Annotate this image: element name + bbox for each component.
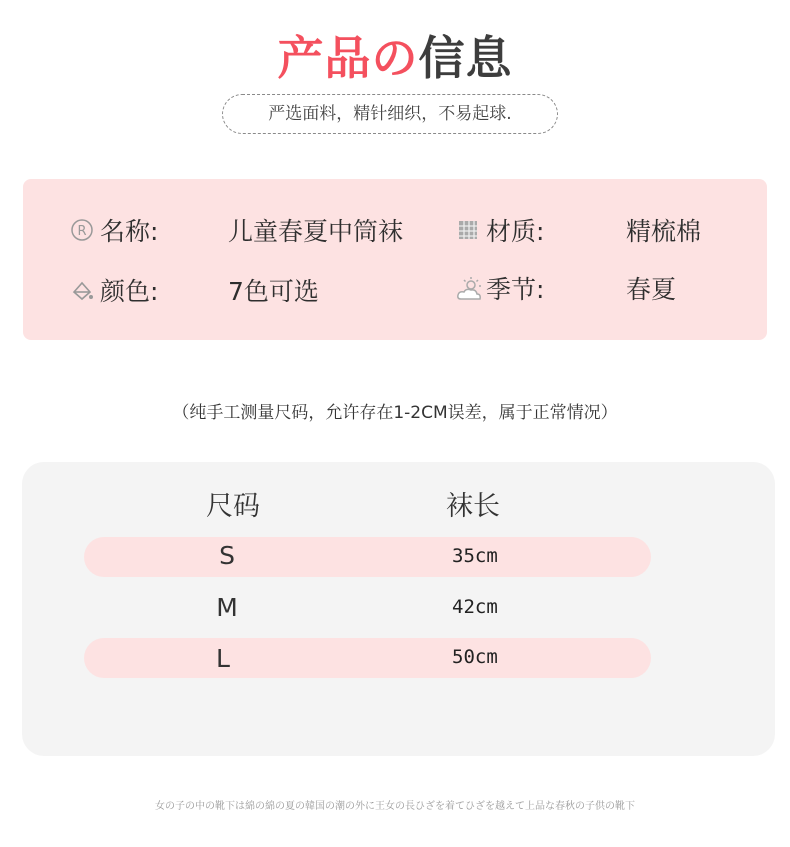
footer-caption: 女の子の中の靴下は綿の綿の夏の韓国の潮の外に王女の長ひざを着てひざを越えて上品な春秋の子供の靴下 xyxy=(155,801,635,812)
title-accent: 产品の xyxy=(277,31,419,85)
table-row-highlight xyxy=(84,537,651,577)
product-info-panel xyxy=(23,179,767,340)
table-cell-length: 50cm xyxy=(452,646,498,668)
info-name-value: 儿童春夏中筒袜 xyxy=(228,217,404,246)
info-color xyxy=(70,272,158,308)
table-cell-length: 35cm xyxy=(452,545,498,567)
fabric-icon xyxy=(456,218,480,242)
info-season-value: 春夏 xyxy=(626,275,677,304)
page-title xyxy=(0,28,790,88)
weather-icon xyxy=(456,276,480,300)
info-material-value: 精梳棉 xyxy=(626,217,702,246)
info-name xyxy=(70,212,158,248)
info-name-label: 名称: xyxy=(100,217,159,246)
size-column-header: 尺码 xyxy=(206,491,260,522)
svg-text:R: R xyxy=(77,224,87,239)
registered-icon xyxy=(70,218,94,242)
title-main: 信息 xyxy=(418,31,513,85)
subtitle-pill: 严选面料，精针细织，不易起球. xyxy=(222,94,558,134)
info-color-value: 7色可选 xyxy=(228,277,319,306)
table-cell-length: 42cm xyxy=(452,596,498,618)
info-season-label: 季节: xyxy=(486,275,545,304)
table-cell-size: L xyxy=(216,644,230,673)
info-season xyxy=(456,270,544,306)
table-cell-size: M xyxy=(216,593,238,622)
table-row-highlight xyxy=(84,638,651,678)
color-drop-icon xyxy=(70,278,94,302)
info-material-label: 材质: xyxy=(486,217,545,246)
measurement-note: （纯手工测量尺码，允许存在1-2CM误差，属于正常情况） xyxy=(172,403,618,423)
info-material xyxy=(456,212,544,248)
info-color-label: 颜色: xyxy=(100,277,159,306)
table-cell-size: S xyxy=(219,541,235,570)
size-table-panel xyxy=(22,462,775,756)
length-column-header: 袜长 xyxy=(446,491,500,522)
